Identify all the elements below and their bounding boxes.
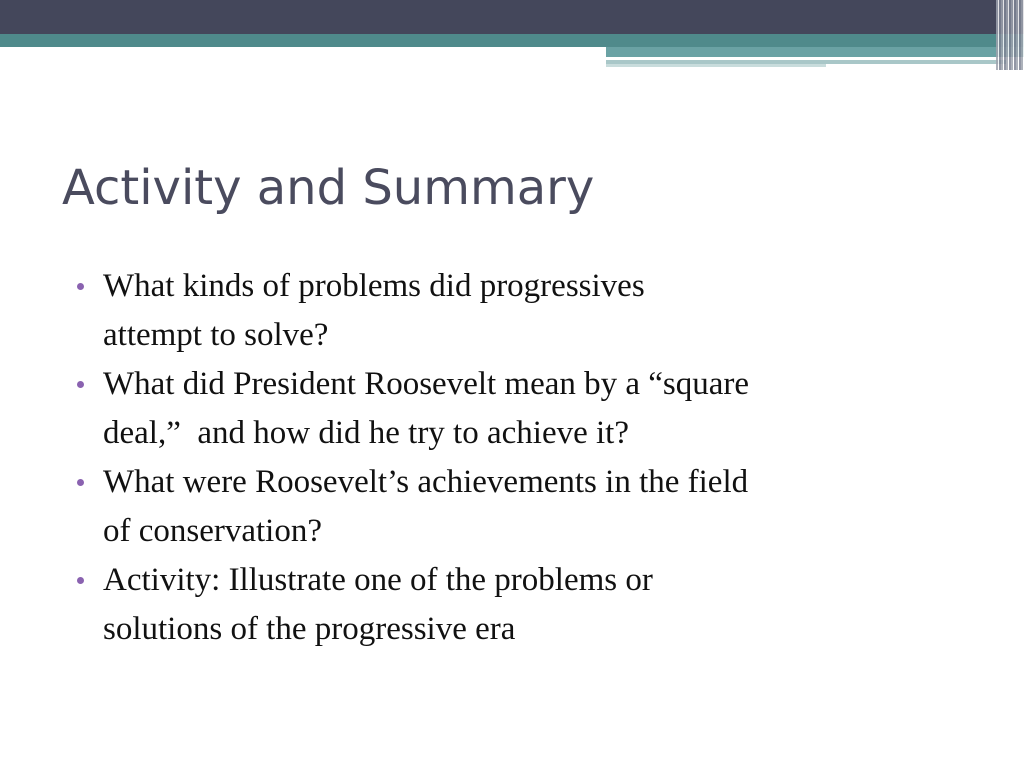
bullet-list [75, 262, 975, 654]
bullet-text-line: of conservation? [103, 513, 322, 549]
header-band-dark [0, 0, 1024, 34]
bullet-dot-icon [77, 283, 84, 290]
header-right-stripes [996, 0, 1024, 70]
bullet-dot-icon [77, 577, 84, 584]
bullet-text-line: attempt to solve? [103, 317, 329, 353]
header-band-teal [0, 34, 1024, 47]
slide-title: Activity and Summary [62, 160, 595, 216]
bullet-dot-icon [77, 381, 84, 388]
bullet-text-line: deal,” and how did he try to achieve it? [103, 415, 629, 451]
bullet-item [75, 458, 975, 556]
bullet-text-line: What kinds of problems did progressives [103, 268, 645, 304]
bullet-item [75, 556, 975, 654]
header-stripe [606, 64, 826, 67]
bullet-item [75, 360, 975, 458]
bullet-text-line: What did President Roosevelt mean by a “square [103, 366, 750, 402]
bullet-text-line: Activity: Illustrate one of the problems or [103, 562, 653, 598]
bullet-dot-icon [77, 479, 84, 486]
bullet-text-line: What were Roosevelt’s achievements in the field [103, 464, 749, 500]
bullet-text-line: solutions of the progressive era [103, 611, 516, 647]
bullet-item [75, 262, 975, 360]
header-band-teal-light [606, 47, 1024, 57]
